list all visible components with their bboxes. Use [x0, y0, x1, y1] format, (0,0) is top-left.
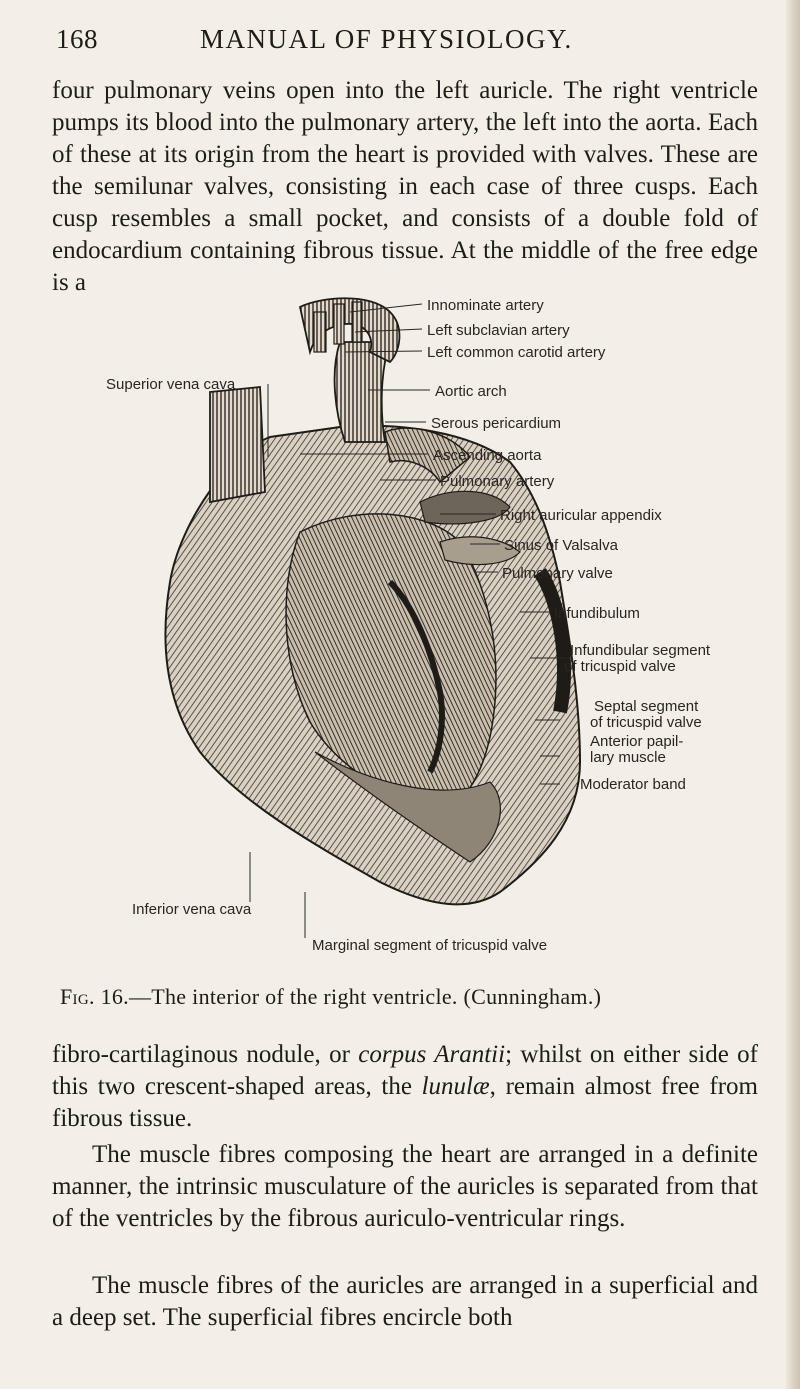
term-corpus-arantii: corpus Arantii [358, 1041, 506, 1068]
label-septal-segment-line2: of tricuspid valve [590, 714, 702, 731]
paragraph-3: The muscle fibres composing the heart are arranged in a definite manner, the intrinsic musculature of the auricles is separated from that of the ventricles by the fibrous auriculo-ventricular rings. [52, 1141, 758, 1232]
paragraph-4: The muscle fibres of the auricles are arranged in a superficial and a deep set. The superficial fibres encircle both [52, 1272, 758, 1331]
paragraph-1: four pulmonary veins open into the left auricle. The right ventricle pumps its blood into the pulmonary artery, the left into the aorta. Each of these at its origin from the heart is provided with valves. These are the semilunar valves, consisting in each case of three cusps. Each cusp resembles a small pocket, and consists of a double fold of endocardium containing fibrous tissue. At the middle of the free edge is a [52, 77, 758, 296]
label-infundibular-segment: Infundibular segment [570, 642, 711, 659]
page-header [0, 18, 800, 58]
label-superior-vena-cava: Superior vena cava [106, 376, 236, 393]
label-left-common-carotid-artery: Left common carotid artery [427, 344, 606, 361]
paragraph-2-end: , remain almost free from fibrous tissue. [52, 1073, 758, 1132]
label-anterior-papillary-muscle: Anterior papil- [590, 733, 684, 750]
page-edge [786, 0, 800, 1389]
label-moderator-band: Moderator band [580, 776, 686, 793]
paragraph-2 [52, 1039, 758, 1135]
label-inferior-vena-cava: Inferior vena cava [132, 901, 252, 918]
label-pulmonary-artery: Pulmonary artery [440, 473, 555, 490]
label-sinus-of-valsalva: Sinus of Valsalva [504, 537, 618, 554]
paragraph-2-start: fibro-cartilaginous nodule, or [52, 1041, 359, 1068]
label-anterior-papillary-muscle-line2: lary muscle [590, 749, 666, 766]
figure-heart-interior [106, 282, 760, 960]
running-head: MANUAL OF PHYSIOLOGY. [200, 24, 573, 54]
term-lunulae: lunulæ [421, 1073, 490, 1100]
label-serous-pericardium: Serous pericardium [431, 415, 562, 432]
label-pulmonary-valve: Pulmonary valve [502, 565, 613, 582]
label-left-subclavian-artery: Left subclavian artery [427, 322, 570, 339]
figure-caption-text: —The interior of the right ventricle. (Cunningham.) [128, 984, 602, 1009]
label-aortic-arch: Aortic arch [435, 383, 507, 400]
paragraph-2-middle: ; whilst on either side of this two crescent-shaped areas, the [52, 1041, 758, 1100]
label-infundibular-segment-line2: of tricuspid valve [564, 658, 676, 675]
label-septal-segment: Septal segment [594, 698, 699, 715]
label-right-auricular-appendix: Right auricular appendix [500, 507, 662, 524]
figure-caption [60, 984, 760, 1010]
label-innominate-artery: Innominate artery [427, 297, 544, 314]
label-ascending-aorta: Ascending aorta [433, 447, 542, 464]
label-infundibulum: Infundibulum [554, 605, 640, 622]
figure-caption-label: Fig. 16. [60, 984, 129, 1009]
page-number: 168 [56, 24, 98, 54]
label-marginal-segment: Marginal segment of tricuspid valve [312, 937, 548, 954]
